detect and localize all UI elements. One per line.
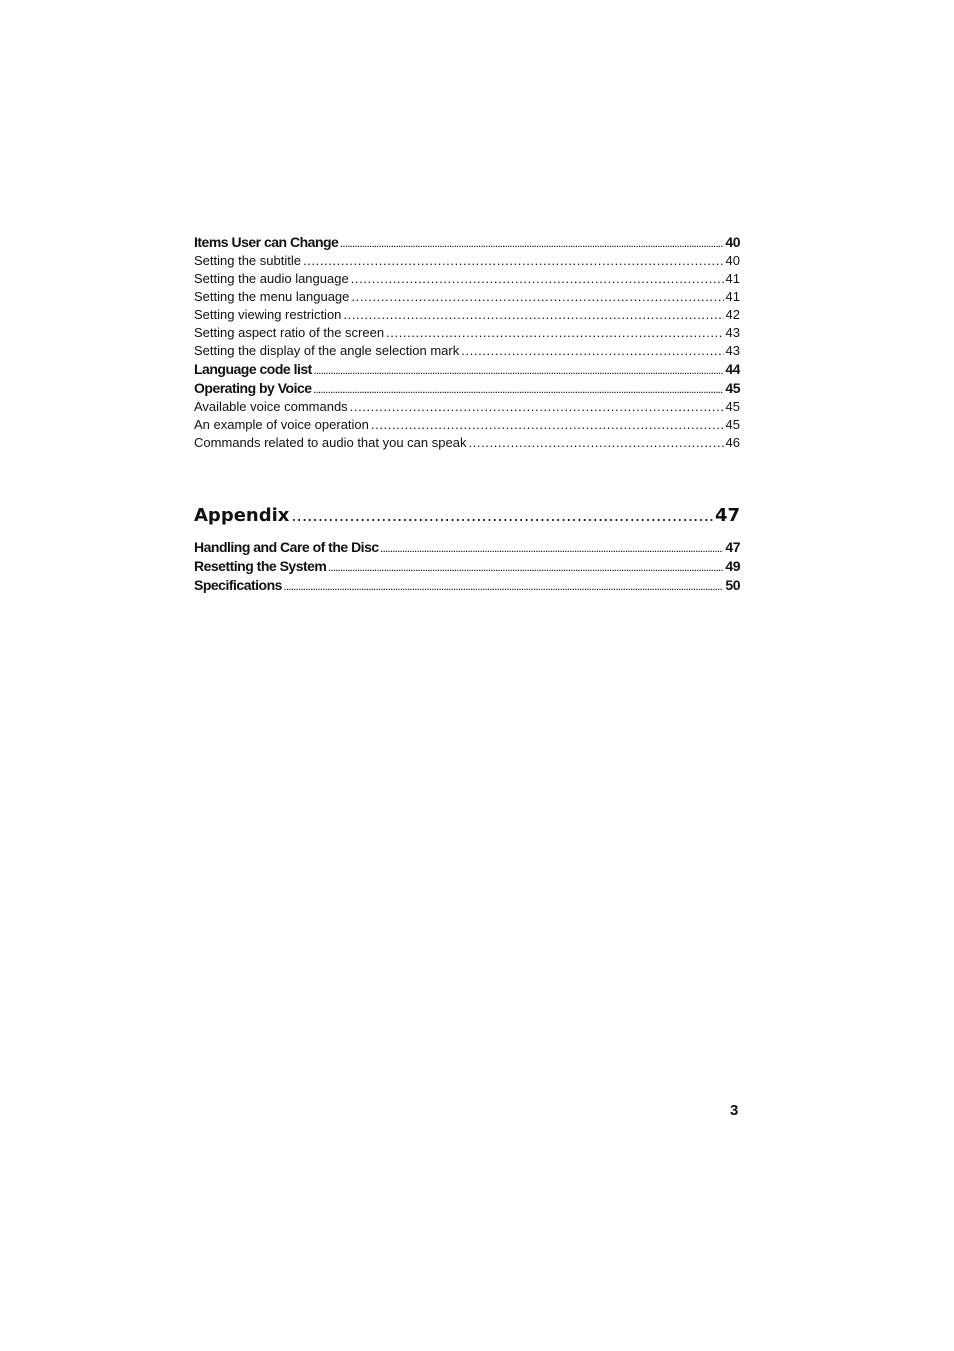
toc-entry-operating-by-voice[interactable]	[194, 380, 740, 399]
dot-leader	[351, 271, 724, 286]
toc-entry-label: Available voice commands	[194, 399, 348, 414]
toc-entry-page: 45	[725, 380, 740, 396]
dot-leader	[328, 564, 723, 573]
toc-entry-label: Specifications	[194, 577, 282, 593]
toc-entry-page: 49	[725, 558, 740, 574]
toc-entry-handling-and-care-of-the-disc[interactable]	[194, 539, 740, 558]
toc-entry-commands-related-to-audio[interactable]	[194, 435, 740, 453]
dot-leader	[386, 325, 723, 340]
page-number: 3	[730, 1102, 739, 1119]
toc-entry-setting-viewing-restriction[interactable]	[194, 307, 740, 325]
toc-entry-items-user-can-change[interactable]	[194, 234, 740, 253]
toc-entry-label: Handling and Care of the Disc	[194, 539, 379, 555]
toc-entry-label: Setting viewing restriction	[194, 307, 342, 322]
toc-entry-label: Language code list	[194, 361, 312, 377]
toc-entry-language-code-list[interactable]	[194, 361, 740, 380]
toc-entry-label: An example of voice operation	[194, 417, 369, 432]
toc-entry-setting-angle-selection-mark[interactable]	[194, 343, 740, 361]
dot-leader	[371, 417, 724, 432]
toc-entry-page: 50	[725, 577, 740, 593]
dot-leader	[340, 240, 723, 249]
toc-entry-label: Commands related to audio that you can speak	[194, 435, 467, 450]
dot-leader	[468, 435, 723, 450]
toc-entry-page: 40	[725, 234, 740, 250]
dot-leader	[284, 583, 724, 592]
dot-leader	[350, 399, 724, 414]
dot-leader	[351, 289, 723, 304]
toc-entry-label: Setting the display of the angle selection mark	[194, 343, 460, 358]
toc-entry-page: 41	[725, 271, 740, 286]
toc-entry-appendix[interactable]	[194, 505, 740, 531]
toc-entry-page: 40	[725, 253, 740, 268]
toc-section-items-user-can-change	[194, 234, 740, 453]
dot-leader	[291, 506, 713, 525]
toc-entry-label: Setting the subtitle	[194, 253, 301, 268]
toc-entry-available-voice-commands[interactable]	[194, 399, 740, 417]
toc-entry-label: Setting the menu language	[194, 289, 350, 304]
toc-entry-page: 43	[725, 325, 740, 340]
toc-entry-page: 46	[725, 435, 740, 450]
toc-section-appendix-items	[194, 539, 740, 596]
toc-entry-setting-the-subtitle[interactable]	[194, 253, 740, 271]
toc-entry-page: 41	[725, 289, 740, 304]
toc-entry-page: 44	[725, 361, 740, 377]
toc-entry-label: Setting aspect ratio of the screen	[194, 325, 385, 340]
dot-leader	[314, 386, 724, 395]
dot-leader	[314, 367, 724, 376]
toc-entry-setting-aspect-ratio[interactable]	[194, 325, 740, 343]
toc-entry-page: 47	[725, 539, 740, 555]
dot-leader	[343, 307, 723, 322]
toc-entry-label: Operating by Voice	[194, 380, 312, 396]
toc-entry-setting-the-audio-language[interactable]	[194, 271, 740, 289]
toc-entry-label: Setting the audio language	[194, 271, 349, 286]
toc-chapter-page: 47	[714, 505, 740, 526]
toc-entry-page: 45	[725, 399, 740, 414]
dot-leader	[381, 545, 724, 554]
dot-leader	[303, 253, 724, 268]
toc-entry-page: 43	[725, 343, 740, 358]
toc-chapter-title: Appendix	[194, 505, 290, 526]
toc-entry-label: Items User can Change	[194, 234, 339, 250]
toc-entry-resetting-the-system[interactable]	[194, 558, 740, 577]
toc-entry-example-of-voice-operation[interactable]	[194, 417, 740, 435]
toc-entry-page: 42	[725, 307, 740, 322]
toc-entry-label: Resetting the System	[194, 558, 327, 574]
toc-chapter-appendix	[194, 505, 740, 531]
toc-entry-setting-the-menu-language[interactable]	[194, 289, 740, 307]
dot-leader	[461, 343, 723, 358]
toc-entry-specifications[interactable]	[194, 577, 740, 596]
toc-entry-page: 45	[725, 417, 740, 432]
